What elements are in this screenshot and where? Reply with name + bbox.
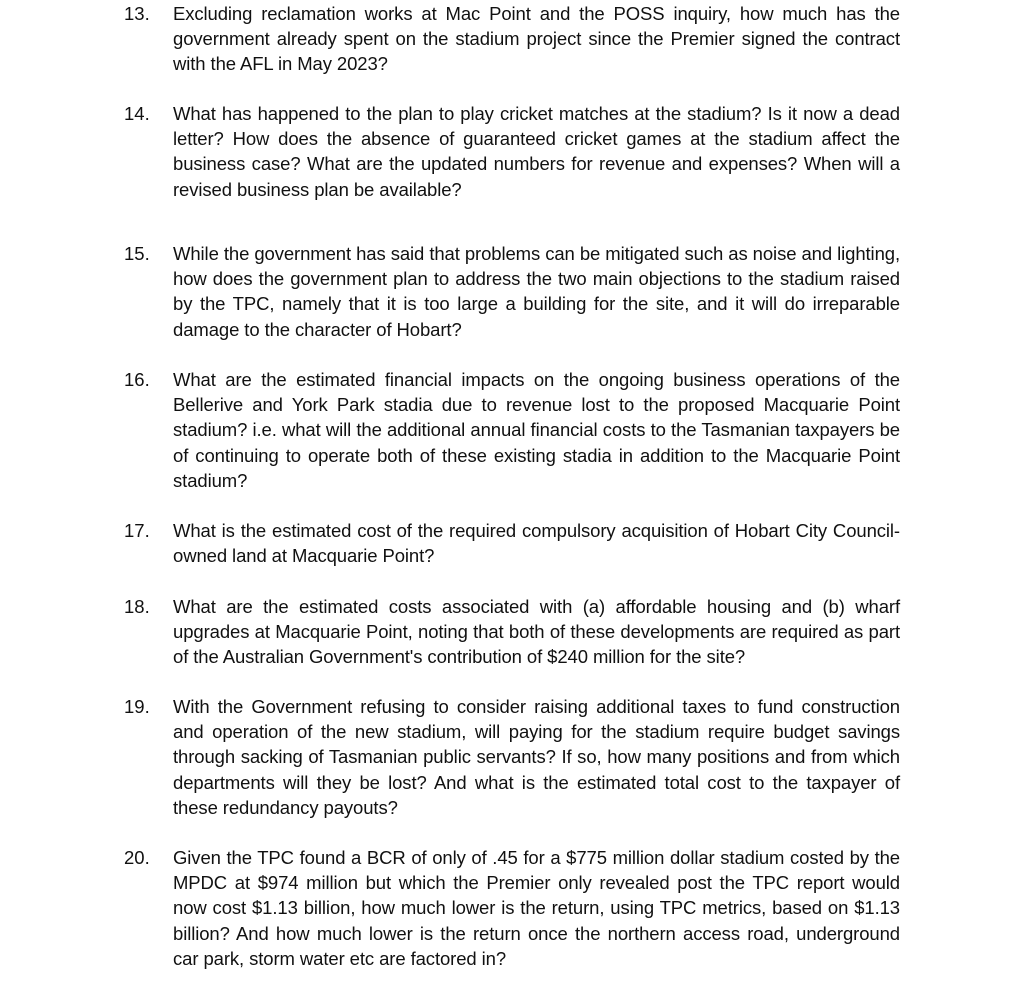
question-text: What are the estimated costs associated with (a) affordable housing and (b) wharf upgrades at Macquarie Point, noting that both of these developments are required as part of the Australian Government's contribution of $240 million for the site?: [173, 596, 900, 668]
question-number: 14.: [124, 103, 150, 124]
question-text: With the Government refusing to consider raising additional taxes to fund construction and operation of the new stadium, will paying for the stadium require budget savings through sacking of Tasmanian public servants? If so, how many positions and from which departments will they be lost? And what is the estimated total cost to the taxpayer of these redundancy payouts?: [173, 696, 900, 818]
question-text: Given the TPC found a BCR of only of .45 for a $775 million dollar stadium costed by the MPDC at $974 million but which the Premier only revealed post the TPC report would now cost $1.13 billion, how much lower is the return, using TPC metrics, based on $1.13 billion? And how much lower is the return once the northern access road, underground car park, storm water etc are factored in?: [173, 847, 900, 969]
question-number: 15.: [124, 243, 150, 264]
question-number: 13.: [124, 3, 150, 24]
question-text: What are the estimated financial impacts on the ongoing business operations of the Bellerive and York Park stadia due to revenue lost to the proposed Macquarie Point stadium? i.e. what will the additional annual financial costs to the Tasmanian taxpayers be of continuing to operate both of these existing stadia in addition to the Macquarie Point stadium?: [173, 369, 900, 491]
question-text: While the government has said that problems can be mitigated such as noise and lighting, how does the government plan to address the two main objections to the stadium raised by the TPC, namely that it is too large a building for the site, and it will do irreparable damage to the character of Hobart?: [173, 243, 900, 340]
question-text: What is the estimated cost of the required compulsory acquisition of Hobart City Council-owned land at Macquarie Point?: [173, 520, 900, 567]
question-number: 18.: [124, 596, 150, 617]
question-number: 16.: [124, 369, 150, 390]
question-number: 17.: [124, 520, 150, 541]
question-number: 20.: [124, 847, 150, 868]
question-text: What has happened to the plan to play cricket matches at the stadium? Is it now a dead letter? How does the absence of guaranteed cricket games at the stadium affect the business case? What are the updated numbers for revenue and expenses? When will a revised business plan be available?: [173, 103, 900, 200]
question-text: Excluding reclamation works at Mac Point and the POSS inquiry, how much has the government already spent on the stadium project since the Premier signed the contract with the AFL in May 2023?: [173, 3, 900, 75]
question-number: 19.: [124, 696, 150, 717]
